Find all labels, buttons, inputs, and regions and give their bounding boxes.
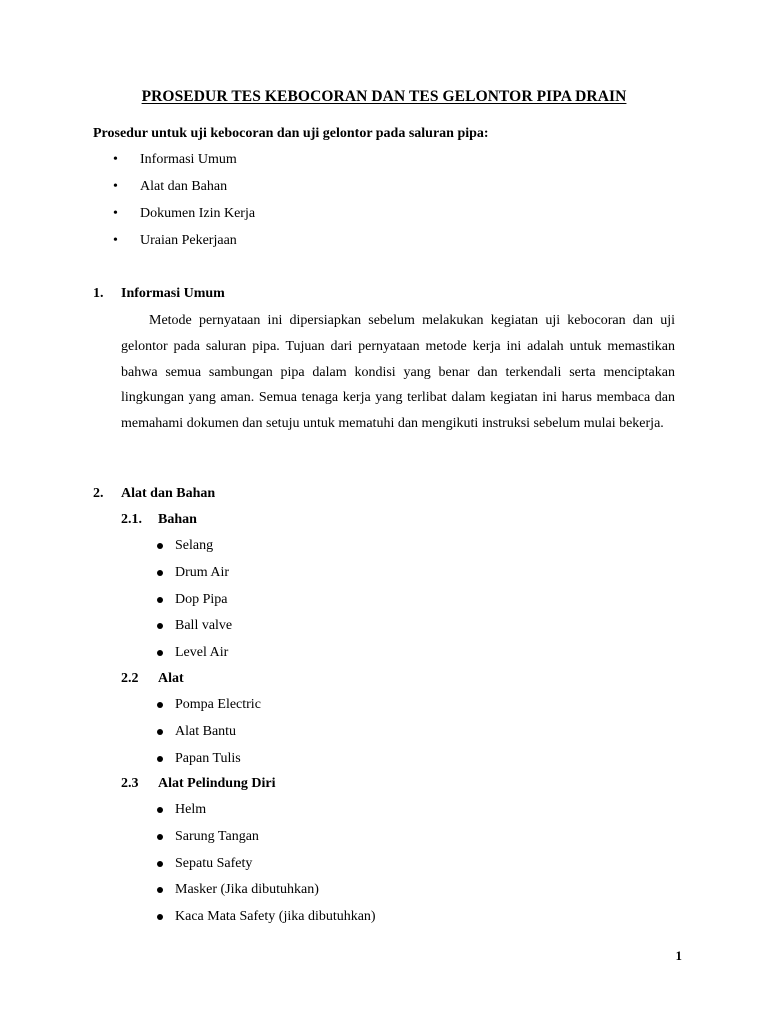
subsection-number: 2.1. — [121, 512, 142, 527]
bullet-icon — [157, 861, 163, 867]
list-item — [0, 907, 376, 934]
intro-text: Prosedur untuk uji kebocoran dan uji gelontor pada saluran pipa: — [93, 126, 489, 141]
bullet-icon: • — [113, 233, 118, 248]
bullet-icon — [157, 807, 163, 813]
list-item — [0, 563, 232, 590]
section-title: Alat dan Bahan — [121, 486, 216, 501]
bullet-icon — [157, 914, 163, 920]
section-number: 1. — [93, 286, 104, 301]
toc-list — [0, 150, 255, 258]
bullet-icon — [157, 834, 163, 840]
subsection-title: Bahan — [158, 512, 197, 527]
bahan-list — [0, 536, 232, 670]
list-item-label: Sepatu Safety — [175, 855, 253, 871]
toc-item — [0, 231, 255, 258]
list-item-label: Kaca Mata Safety (jika dibutuhkan) — [175, 909, 376, 925]
list-item-label: Sarung Tangan — [175, 828, 259, 844]
list-item — [0, 800, 376, 827]
apd-list — [0, 800, 376, 934]
list-item — [0, 827, 376, 854]
list-item — [0, 616, 232, 643]
section-2-heading — [93, 484, 215, 504]
bullet-icon — [157, 543, 163, 549]
toc-item — [0, 204, 255, 231]
subsection-title: Alat — [158, 671, 184, 686]
alat-list — [0, 695, 261, 775]
bullet-icon — [157, 623, 163, 629]
list-item-label: Ball valve — [175, 618, 233, 634]
toc-item-label: Dokumen Izin Kerja — [140, 206, 256, 221]
toc-item — [0, 177, 255, 204]
subsection-2-3-heading — [121, 774, 275, 794]
list-item-label: Level Air — [175, 645, 229, 661]
bullet-icon — [157, 702, 163, 708]
subsection-number: 2.2 — [121, 671, 139, 686]
toc-item — [0, 150, 255, 177]
document-title: PROSEDUR TES KEBOCORAN DAN TES GELONTOR PIPA DRAIN — [141, 88, 627, 105]
list-item — [0, 643, 232, 670]
bullet-icon: • — [113, 179, 118, 194]
toc-item-label: Uraian Pekerjaan — [140, 233, 237, 248]
bullet-icon: • — [113, 206, 118, 221]
section-number: 2. — [93, 486, 104, 501]
bullet-icon — [157, 570, 163, 576]
list-item — [0, 749, 261, 776]
subsection-number: 2.3 — [121, 776, 139, 791]
toc-item-label: Informasi Umum — [140, 152, 237, 167]
bullet-icon — [157, 887, 163, 893]
list-item — [0, 722, 261, 749]
list-item — [0, 590, 232, 617]
subsection-title: Alat Pelindung Diri — [158, 776, 276, 791]
list-item — [0, 536, 232, 563]
list-item-label: Alat Bantu — [175, 723, 237, 739]
section-1-paragraph: Metode pernyataan ini dipersiapkan sebelum melakukan kegiatan uji kebocoran dan uji gelontor pada saluran pipa. Tujuan dari pernyataan metode kerja ini adalah untuk memastikan bahwa semua sambungan pipa dalam kondisi yang benar dan terkendali serta menciptakan lingkungan yang aman. Semua tenaga kerja yang terlibat dalam kegiatan ini harus membaca dan memahami dokumen dan setuju untuk mematuhi dan mengikuti instruksi sebelum mulai bekerja. — [121, 313, 675, 432]
list-item-label: Dop Pipa — [175, 591, 228, 607]
list-item-label: Papan Tulis — [175, 750, 241, 766]
bullet-icon — [157, 756, 163, 762]
list-item-label: Helm — [175, 802, 207, 817]
list-item-label: Drum Air — [175, 564, 230, 580]
subsection-2-1-heading — [121, 510, 197, 530]
section-1-heading — [93, 284, 225, 304]
list-item-label: Selang — [175, 538, 214, 553]
list-item — [0, 695, 261, 722]
bullet-icon — [157, 650, 163, 656]
bullet-icon — [157, 729, 163, 735]
bullet-icon: • — [113, 152, 118, 167]
list-item-label: Masker (Jika dibutuhkan) — [175, 882, 319, 898]
subsection-2-2-heading — [121, 669, 184, 689]
bullet-icon — [157, 597, 163, 603]
list-item — [0, 880, 376, 907]
toc-item-label: Alat dan Bahan — [140, 179, 228, 194]
list-item-label: Pompa Electric — [175, 697, 261, 712]
section-title: Informasi Umum — [121, 286, 225, 301]
list-item — [0, 854, 376, 881]
page-number: 1 — [675, 948, 682, 963]
